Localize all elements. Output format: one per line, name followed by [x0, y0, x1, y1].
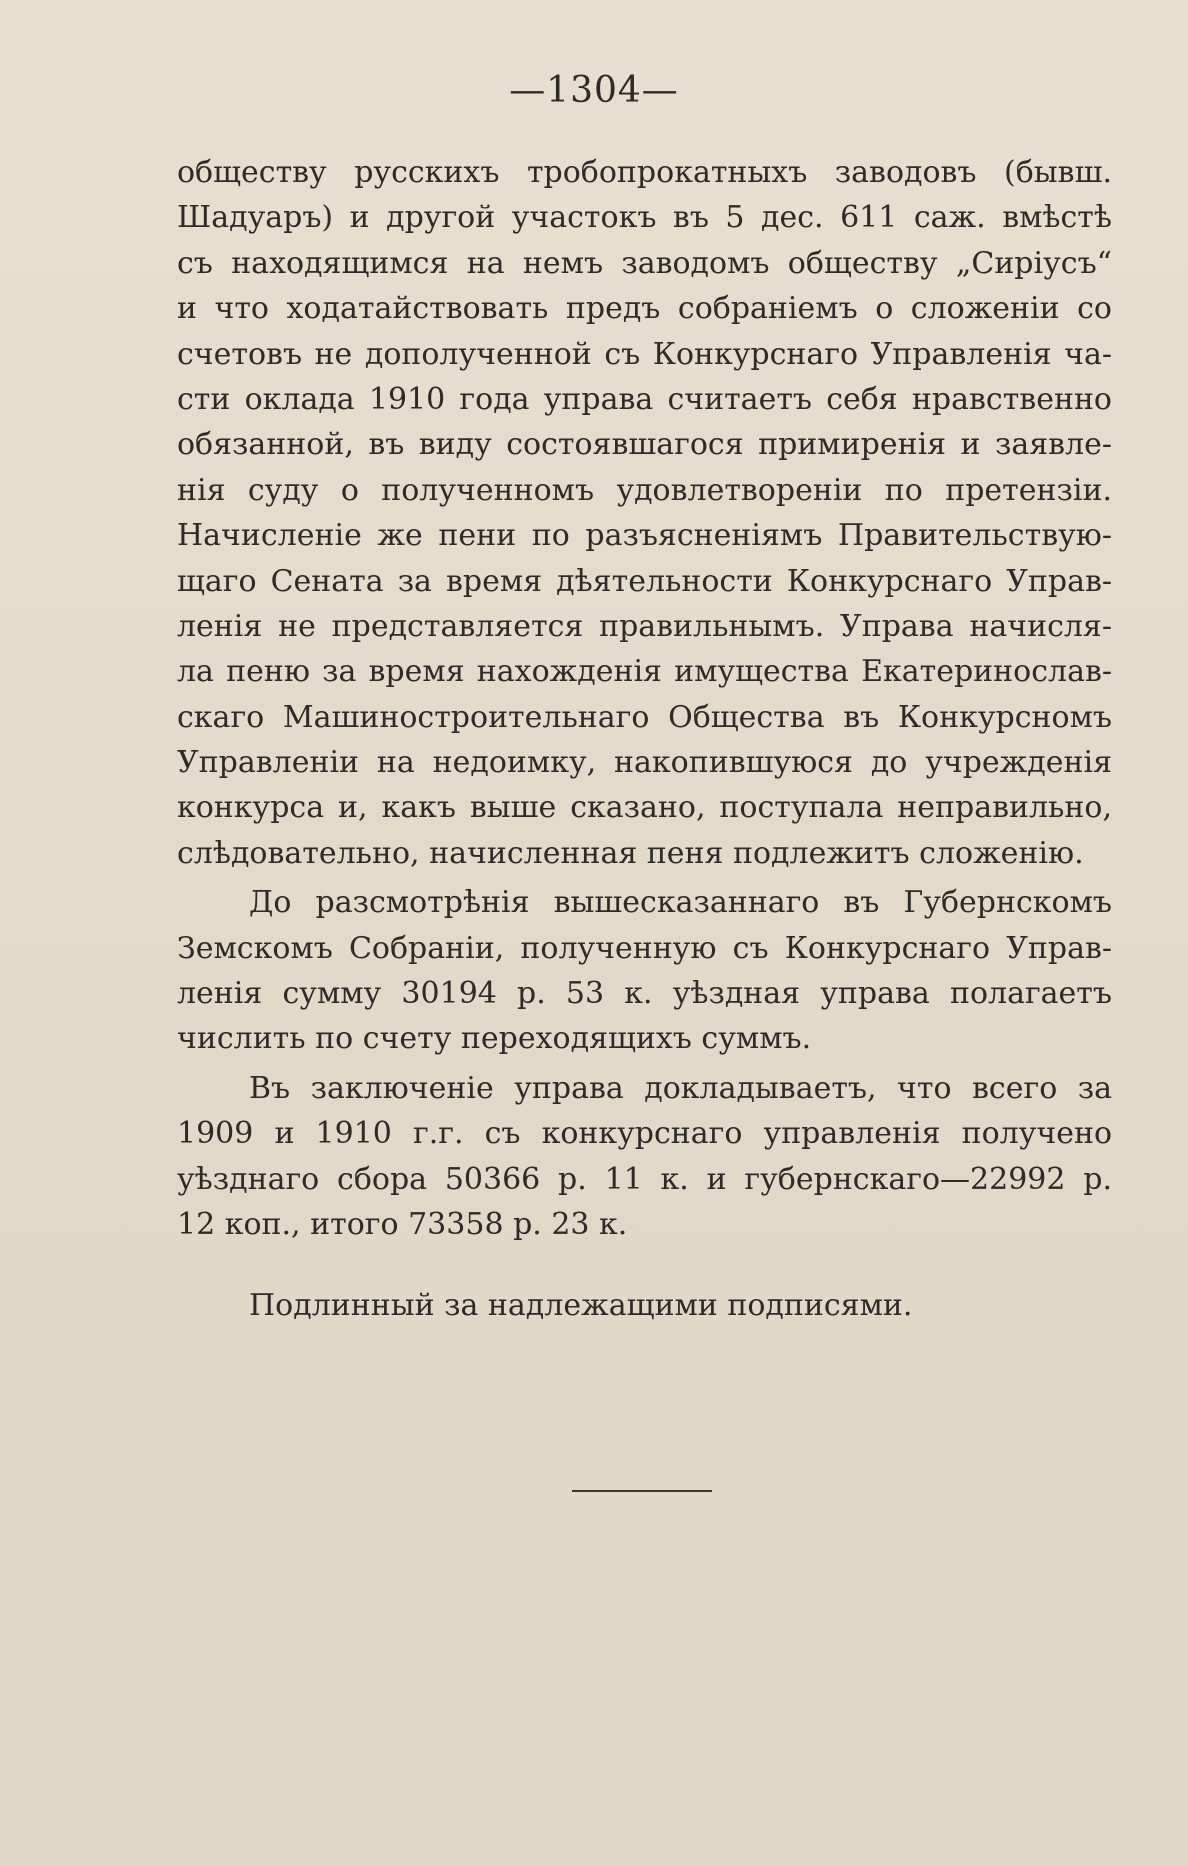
text-line: 12 коп., итого 73358 р. 23 к. [177, 1206, 628, 1242]
text-line: обществу русскихъ тробопрокатныхъ заводовъ (бывш. [177, 155, 1112, 190]
text-line: ла пеню за время нахожденія имущества Екатеринослав- [177, 654, 1112, 690]
paragraph-conclusion [177, 1066, 1112, 1248]
text-line: нія суду о полученномъ удовлетвореніи по претензіи. [177, 472, 1112, 508]
text-line: скаго Машиностроительнаго Общества въ Конкурсномъ [177, 699, 1112, 735]
body-text [177, 150, 1112, 1247]
text-line: сти оклада 1910 года управа считаетъ себя нравственно [177, 381, 1112, 417]
text-line: уѣзднаго сбора 50366 р. 11 к. и губернскаго—22992 р. [177, 1161, 1112, 1197]
closing-note: Подлинный за надлежащими подписями. [249, 1288, 913, 1323]
text-line: счетовъ не дополученной съ Конкурснаго Управленія ча- [177, 336, 1112, 372]
text-line: Управленіи на недоимку, накопившуюся до учрежденія [177, 745, 1112, 781]
text-line: Земскомъ Собраніи, полученную съ Конкурснаго Управ- [177, 930, 1112, 966]
text-line: обязанной, въ виду состоявшагося примиренія и заявле- [177, 427, 1112, 463]
end-rule [572, 1490, 712, 1492]
text-line: съ находящимся на немъ заводомъ обществу „Сиріусъ“ [177, 245, 1112, 281]
text-line: ленія сумму 30194 р. 53 к. уѣздная управа полагаетъ [177, 976, 1112, 1012]
paragraph-consideration [177, 880, 1112, 1062]
text-line: Шадуаръ) и другой участокъ въ 5 дес. 611 саж. вмѣстѣ [177, 200, 1112, 236]
text-line: 1909 и 1910 г.г. съ конкурснаго управленія получено [177, 1116, 1112, 1152]
text-line: Начисленіе же пени по разъясненіямъ Правительствую- [177, 518, 1112, 554]
page-number: —1304— [509, 70, 679, 111]
text-line: ленія не представляется правильнымъ. Управа начисля- [177, 608, 1112, 644]
text-line: До разсмотрѣнія вышесказаннаго въ Губернскомъ [249, 885, 1112, 921]
text-line: и что ходатайствовать предъ собраніемъ о сложеніи со [177, 291, 1112, 327]
text-line: числить по счету переходящихъ суммъ. [177, 1021, 812, 1057]
text-line: конкурса и, какъ выше сказано, поступала неправильно, [177, 790, 1112, 826]
text-line: слѣдовательно, начисленная пеня подлежитъ сложенію. [177, 835, 1084, 871]
paragraph-continuation [177, 150, 1112, 876]
text-line: щаго Сената за время дѣятельности Конкурснаго Управ- [177, 563, 1112, 599]
text-line: Въ заключеніе управа докладываетъ, что всего за [249, 1070, 1112, 1106]
